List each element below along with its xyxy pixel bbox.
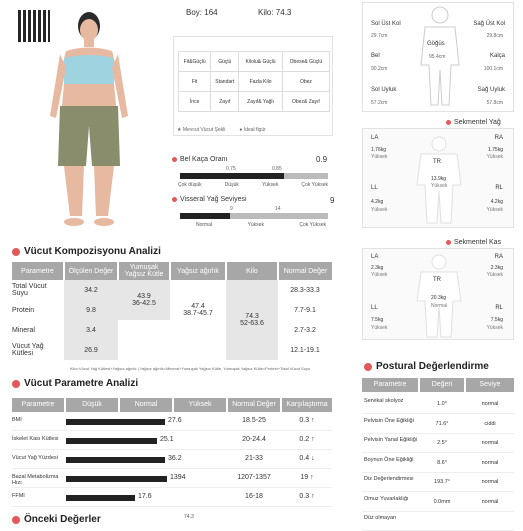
- table-row: [12, 433, 332, 450]
- shape-cell: Standart: [211, 72, 239, 92]
- shape-cell: Obez: [282, 72, 329, 92]
- chest-label: Göğüs: [427, 41, 445, 47]
- posture-header: [362, 378, 514, 392]
- la-status: Yüksek: [371, 154, 388, 160]
- avatar-figure: [34, 6, 144, 231]
- segment-fat-label: Sekmentel Yağ: [454, 119, 501, 126]
- col-header: Normal: [120, 398, 172, 412]
- left-thigh-value: 57.2cm: [371, 100, 388, 106]
- col-header: Yumuşak Yağsız Kütle: [118, 262, 170, 280]
- left-arm-value: 29.7cm: [371, 33, 388, 39]
- param-bar: [66, 419, 165, 425]
- scale-label: Normal: [196, 222, 213, 228]
- param-value: 27.6: [168, 417, 182, 424]
- posture-param: Düz olmayan: [364, 515, 397, 521]
- param-name: Total Vücut Suyu: [12, 283, 47, 297]
- parameters-title: [12, 378, 138, 389]
- soft-lean-value: 43.9: [137, 293, 151, 300]
- table-row: [12, 340, 332, 360]
- param-name: Protein: [12, 306, 35, 314]
- fat-free-cell: [170, 280, 226, 340]
- circumference-panel: [362, 2, 514, 112]
- table-row: [362, 494, 514, 512]
- tr-value: 13.9kg: [431, 176, 447, 182]
- posture-value: 71.6°: [435, 420, 449, 427]
- ll-value: 7.5kg: [371, 317, 384, 323]
- hip-value: 100.1cm: [483, 66, 503, 72]
- col-header: Seviye: [466, 378, 514, 392]
- ideal-shape-legend: ● İdeal figür: [239, 127, 266, 133]
- param-bar: [66, 476, 167, 482]
- composition-title-text: Vücut Kompozisyonu Analizi: [24, 246, 161, 257]
- table-row: [362, 474, 514, 492]
- height-value: 164: [204, 8, 218, 17]
- table-row: [12, 452, 332, 469]
- right-arm-label: Sağ Üst Kol: [473, 21, 505, 27]
- ra-value: 2.3kg: [490, 265, 503, 271]
- bullet-icon: [446, 120, 451, 125]
- table-row: [12, 280, 332, 300]
- waist-tick-2: 0.85: [272, 166, 282, 172]
- comparison: 0.3 ↑: [299, 493, 315, 500]
- segment-muscle-panel: [362, 248, 514, 340]
- param-value: 34.2: [64, 280, 118, 300]
- param-value: 3.4: [64, 320, 118, 340]
- composition-table: [12, 262, 332, 360]
- table-row: [12, 490, 332, 507]
- parameters-header: [12, 398, 332, 412]
- segment-fat-panel: [362, 128, 514, 228]
- left-thigh-label: Sol Uyluk: [371, 87, 397, 93]
- posture-title: [364, 361, 489, 372]
- right-thigh-value: 57.8cm: [486, 100, 503, 106]
- waist-value: 90.2cm: [371, 66, 388, 72]
- tr-status: Yüksek: [431, 183, 448, 189]
- param-bar: [66, 438, 157, 444]
- height-label: Boy:: [186, 8, 203, 17]
- waist-ratio-label: Bel Kaça Oranı: [180, 156, 228, 163]
- la-status: Yüksek: [371, 272, 388, 278]
- weight-range: 52-63.6: [240, 320, 264, 327]
- waist-tick-1: 0.75: [226, 166, 236, 172]
- table-row: [362, 455, 514, 473]
- ra-status: Yüksek: [486, 154, 503, 160]
- weight-readout: [258, 8, 291, 17]
- legend-current-label: Mevcut Vücut Şekli: [182, 127, 226, 133]
- posture-title-text: Postural Değerlendirme: [376, 361, 489, 372]
- visceral-fill: [180, 213, 230, 219]
- right-arm-value: 29.8cm: [486, 33, 503, 39]
- segment-muscle-label: Sekmentel Kas: [454, 239, 502, 246]
- shape-cell: Fit: [179, 72, 211, 92]
- composition-title: [12, 246, 161, 257]
- posture-value: 193.7°: [434, 479, 450, 485]
- col-header: Düşük: [66, 398, 118, 412]
- visceral-tick-1: 9: [230, 206, 233, 212]
- fat-free-range: 38.7-45.7: [183, 310, 213, 317]
- shape-cell: Fit&Güçlü: [179, 52, 211, 72]
- ll-value: 4.2kg: [371, 199, 384, 205]
- normal-range: 28.3-33.3: [290, 286, 320, 294]
- col-header: Yağsız ağırlık: [170, 262, 226, 280]
- ra-status: Yüksek: [486, 272, 503, 278]
- normal-range: 21-33: [245, 455, 263, 462]
- legend-ideal-label: İdeal figür: [243, 127, 266, 133]
- shape-cell: Obez& Zayıf: [282, 92, 329, 112]
- param-name: Vücut Yağ Kütlesi: [12, 343, 44, 357]
- param-value: 25.1: [160, 436, 174, 443]
- ll-code: LL: [371, 305, 378, 311]
- visceral-tick-2: 14: [275, 206, 281, 212]
- rl-value: 7.5kg: [490, 317, 503, 323]
- fat-free-value: 47.4: [191, 303, 205, 310]
- col-header: Karşılaştırma: [282, 398, 332, 412]
- normal-range: 20-24.4: [242, 436, 266, 443]
- current-shape-legend: ★ Mevcut Vücut Şekli: [177, 127, 226, 133]
- composition-footnote: Kilo=Vücut Yağ Kütlesi+Yağsız ağırlık | Yağsız ağırlık=Mineral+Yumuşak Yağsız Kütle, Yumuşak Yağsız Kütle=Protein+Total Vücut Suyu: [70, 366, 311, 371]
- param-name: İskelet Kası Kütlesi: [12, 436, 59, 442]
- table-row: [12, 471, 332, 488]
- posture-param: Servikal skolyoz: [364, 398, 404, 404]
- shape-cell-current: Fazla Kilo: [239, 72, 283, 92]
- ra-code: RA: [494, 254, 503, 260]
- ra-value: 1.75kg: [487, 147, 503, 153]
- waist-ratio-value: 0.9: [316, 155, 328, 164]
- posture-level: normal: [481, 498, 499, 505]
- ll-status: Yüksek: [371, 325, 388, 331]
- scale-label: Yüksek: [247, 222, 264, 228]
- rl-status: Yüksek: [486, 325, 503, 331]
- param-name: Vücut Yağ Yüzdesi: [12, 455, 58, 461]
- table-row: [362, 513, 514, 531]
- col-header: Kilo: [226, 262, 278, 280]
- la-code: LA: [371, 135, 379, 141]
- hip-label: Kalça: [489, 53, 505, 59]
- left-arm-label: Sol Üst Kol: [371, 21, 401, 27]
- history-title: [12, 514, 101, 525]
- col-header: Parametre: [12, 398, 64, 412]
- scale-label: Düşük: [224, 182, 239, 188]
- segment-fat-title: [446, 119, 501, 126]
- shape-cell: Kilolu& Güçlü: [239, 52, 283, 72]
- rl-value: 4.2kg: [490, 199, 503, 205]
- table-row: [12, 414, 332, 431]
- col-header: Parametre: [362, 378, 418, 392]
- waist-ratio-fill: [180, 173, 284, 179]
- bullet-icon: [12, 516, 20, 524]
- shape-cell: Zayıf& Yağlı: [239, 92, 283, 112]
- visceral-value: 9: [330, 196, 335, 205]
- bullet-icon: [446, 240, 451, 245]
- posture-param: Pelvisin Yanal Eğikliği: [364, 437, 417, 443]
- posture-param: Omuz Yuvarlaklığı: [364, 495, 409, 502]
- bullet-icon: [12, 248, 20, 256]
- param-value: 26.9: [64, 340, 118, 360]
- posture-level: normal: [481, 479, 499, 485]
- rl-code: RL: [495, 185, 503, 191]
- posture-value: 2.5°: [437, 440, 447, 446]
- shape-cell: İnce: [179, 92, 211, 112]
- visceral-title: [172, 196, 247, 203]
- normal-range: 12.1-19.1: [290, 346, 320, 354]
- bullet-icon: [364, 363, 372, 371]
- waist-ratio-bar: [180, 173, 328, 179]
- col-header: Değeri: [420, 378, 464, 392]
- body-shape-panel: [173, 36, 333, 136]
- la-value: 1.76kg: [371, 147, 387, 153]
- visceral-label: Visseral Yağ Seviyesi: [180, 196, 247, 203]
- la-value: 2.3kg: [371, 265, 384, 271]
- col-header: Ölçülen Değer: [64, 262, 118, 280]
- posture-value: 1.0°: [437, 401, 447, 407]
- shape-legend: [177, 127, 266, 133]
- normal-range: 16-18: [245, 493, 263, 500]
- param-name: Bazal Metabolizma Hızı: [12, 474, 59, 486]
- tr-code: TR: [433, 277, 441, 283]
- la-code: LA: [371, 254, 379, 260]
- scale-label: Çok Yüksek: [301, 182, 328, 188]
- ll-code: LL: [371, 185, 378, 191]
- posture-level: normal: [481, 401, 499, 407]
- posture-param: Boynun Öne Eğikliği: [364, 456, 414, 463]
- waist-label: Bel: [371, 53, 380, 59]
- parameters-title-text: Vücut Parametre Analizi: [24, 378, 139, 389]
- comparison: 19 ↑: [300, 474, 314, 481]
- table-row: [362, 416, 514, 434]
- param-value: 36.2: [168, 455, 182, 462]
- bullet-icon: [12, 380, 20, 388]
- table-row: [362, 435, 514, 453]
- posture-param: Diz Değerlendirmesi: [364, 476, 414, 482]
- col-header: Normal Değer: [278, 262, 332, 280]
- param-name: BMI: [12, 417, 22, 423]
- waist-ratio-title: [172, 156, 227, 163]
- weight-value: 74.3: [245, 313, 259, 320]
- comparison: 0.4 ↓: [299, 455, 315, 462]
- param-name: Mineral: [12, 326, 35, 334]
- bullet-icon: [172, 197, 177, 202]
- segment-muscle-title: [446, 239, 501, 246]
- posture-level: ciddi: [484, 420, 496, 427]
- right-thigh-label: Sağ Uyluk: [477, 87, 505, 93]
- scale-label: Yüksek: [261, 182, 279, 188]
- body-shape-grid: [178, 51, 330, 112]
- normal-range: 2.7-3.2: [294, 326, 316, 334]
- param-value: 9.8: [64, 300, 118, 320]
- chest-value: 95.4cm: [429, 54, 446, 60]
- history-mark: 74.3: [184, 514, 194, 520]
- shape-cell: Zayıf: [211, 92, 239, 112]
- ll-status: Yüksek: [371, 207, 388, 213]
- posture-level: normal: [481, 459, 499, 466]
- posture-value: 0.0mm: [433, 498, 451, 505]
- shape-cell: Obese& Güçlü: [282, 52, 329, 72]
- scale-label: Çok düşük: [178, 182, 202, 188]
- col-header: Normal Değer: [228, 398, 280, 412]
- waist-scale: [178, 182, 328, 188]
- weight-cell: [226, 280, 278, 360]
- height-readout: [186, 8, 218, 17]
- posture-level: normal: [481, 440, 499, 446]
- tr-status: Normal: [431, 303, 448, 309]
- posture-param: Pelvisin Öne Eğikliği: [364, 417, 414, 424]
- soft-lean-range: 36-42.5: [132, 300, 156, 307]
- weight-value: 74.3: [275, 8, 292, 17]
- rl-code: RL: [495, 305, 503, 311]
- comparison: 0.2 ↑: [299, 436, 315, 443]
- posture-value: 8.6°: [437, 459, 447, 466]
- scale-label: Çok Yüksek: [299, 222, 326, 228]
- param-value: 1394: [170, 474, 186, 481]
- normal-range: 18.5-25: [242, 417, 266, 424]
- col-header: Parametre: [12, 262, 64, 280]
- normal-range: 7.7-9.1: [294, 306, 316, 314]
- normal-range: 1207-1357: [237, 474, 271, 481]
- param-bar: [66, 457, 165, 463]
- rl-status: Yüksek: [486, 207, 503, 213]
- param-name: FFMI: [12, 493, 25, 499]
- weight-label: Kilo:: [258, 8, 274, 17]
- visceral-scale: [196, 222, 326, 228]
- tr-value: 20.3kg: [431, 295, 447, 301]
- visceral-bar: [180, 213, 328, 219]
- param-value: 17.6: [138, 493, 152, 500]
- soft-lean-cell: [118, 280, 170, 320]
- col-header: Yüksek: [174, 398, 226, 412]
- param-bar: [66, 495, 135, 501]
- ra-code: RA: [494, 135, 503, 141]
- comparison: 0.3 ↑: [299, 417, 315, 424]
- bullet-icon: [172, 157, 177, 162]
- shape-cell: Güçlü: [211, 52, 239, 72]
- tr-code: TR: [433, 159, 441, 165]
- table-row: [362, 396, 514, 414]
- history-title-text: Önceki Değerler: [24, 514, 101, 525]
